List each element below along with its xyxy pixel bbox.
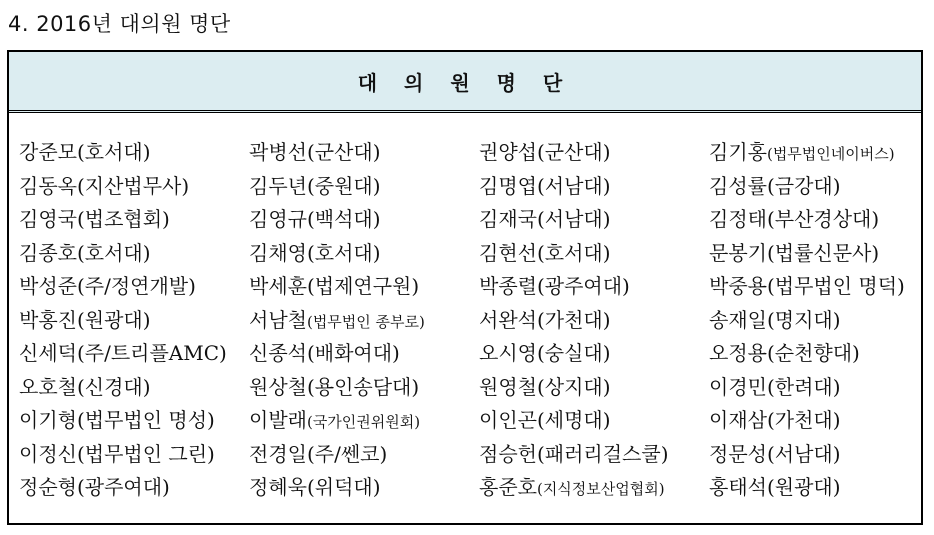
- delegate-entry: [479, 170, 709, 204]
- delegate-affiliation: (군산대): [536, 140, 611, 164]
- delegate-name: 이경민: [709, 374, 767, 399]
- delegate-entry: [249, 203, 479, 237]
- delegate-name: 서완석: [479, 307, 537, 332]
- delegate-affiliation: (군산대): [306, 140, 381, 164]
- delegate-name: 정순형: [19, 475, 77, 499]
- delegate-name: 곽병선: [249, 140, 307, 164]
- delegate-name: 김두년: [249, 173, 307, 198]
- delegate-affiliation: (지식정보산업협회): [536, 480, 665, 498]
- delegate-entry: [19, 337, 249, 371]
- delegate-name: 김채영: [249, 240, 307, 265]
- delegate-name: 서남철: [249, 307, 307, 332]
- delegate-affiliation: (서남대): [536, 207, 611, 231]
- delegate-name: 김영국: [19, 207, 77, 231]
- delegate-name: 이재삼: [709, 408, 767, 432]
- delegate-name: 김기홍: [709, 140, 767, 164]
- delegate-affiliation: (원광대): [76, 307, 151, 332]
- delegate-name: 김재국: [479, 207, 537, 231]
- delegate-name: 전경일: [249, 441, 307, 466]
- delegate-affiliation: (호서대): [306, 240, 381, 265]
- delegate-entry: [479, 304, 709, 338]
- delegate-entry: [709, 471, 919, 505]
- delegate-entry: [19, 304, 249, 338]
- delegate-affiliation: (법무법인 명성): [76, 408, 215, 432]
- delegate-name: 오시영: [479, 341, 537, 365]
- delegate-affiliation: (패러리걸스쿨): [536, 441, 669, 466]
- delegate-name: 박세훈: [249, 274, 307, 298]
- delegate-name: 박종렬: [479, 274, 537, 298]
- delegate-affiliation: (순천향대): [766, 341, 860, 365]
- delegate-entry: [479, 203, 709, 237]
- delegate-entry: [709, 371, 919, 405]
- delegate-name: 김동옥: [19, 173, 77, 198]
- delegate-entry: [249, 371, 479, 405]
- delegate-entry: [19, 136, 249, 170]
- delegate-name: 김정태: [709, 207, 767, 231]
- delegate-entry: [709, 337, 919, 371]
- delegate-entry: [479, 371, 709, 405]
- delegate-name: 홍태석: [709, 475, 767, 499]
- delegate-affiliation: (세명대): [536, 408, 611, 432]
- delegate-affiliation: (법률신문사): [766, 240, 880, 265]
- delegate-affiliation: (법무법인 명덕): [766, 274, 905, 298]
- delegate-entry: [249, 237, 479, 271]
- delegate-name: 송재일: [709, 307, 767, 332]
- delegate-name: 신세덕: [19, 341, 77, 365]
- delegate-entry: [479, 136, 709, 170]
- delegate-name: 이인곤: [479, 408, 537, 432]
- delegate-entry: [19, 237, 249, 271]
- delegate-entry: [479, 438, 709, 472]
- delegate-name: 김성률: [709, 173, 767, 198]
- delegate-entry: [19, 438, 249, 472]
- delegate-affiliation: (명지대): [766, 307, 841, 332]
- delegate-entry: [249, 136, 479, 170]
- delegate-entry: [249, 170, 479, 204]
- delegate-name: 강준모: [19, 140, 77, 164]
- delegate-affiliation: (중원대): [306, 173, 381, 198]
- delegate-entry: [19, 203, 249, 237]
- delegate-affiliation: (주/정연개발): [76, 274, 196, 298]
- delegate-affiliation: (위덕대): [306, 475, 381, 499]
- delegate-entry: [249, 270, 479, 304]
- delegate-name: 이기형: [19, 408, 77, 432]
- delegate-grid: [19, 136, 919, 505]
- delegate-entry: [249, 337, 479, 371]
- delegate-affiliation: (배화여대): [306, 341, 400, 365]
- delegate-affiliation: (한려대): [766, 374, 841, 399]
- delegate-entry: [479, 237, 709, 271]
- delegate-name: 원영철: [479, 374, 537, 399]
- delegate-affiliation: (주/트리플AMC): [76, 341, 227, 365]
- delegate-name: 박홍진: [19, 307, 77, 332]
- section-heading: 4. 2016년 대의원 명단: [8, 12, 231, 36]
- delegate-affiliation: (가천대): [536, 307, 611, 332]
- delegate-affiliation: (법제연구원): [306, 274, 420, 298]
- delegate-entry: [19, 170, 249, 204]
- delegate-affiliation: (숭실대): [536, 341, 611, 365]
- delegate-name: 문봉기: [709, 240, 767, 265]
- delegate-affiliation: (국가인권위원회): [306, 413, 421, 431]
- delegate-entry: [19, 371, 249, 405]
- delegate-list-box: [7, 50, 923, 525]
- delegate-name: 오호철: [19, 374, 77, 399]
- delegate-name: 오정용: [709, 341, 767, 365]
- delegate-name: 점승헌: [479, 441, 537, 466]
- delegate-affiliation: (상지대): [536, 374, 611, 399]
- delegate-name: 원상철: [249, 374, 307, 399]
- delegate-entry: [249, 404, 479, 438]
- delegate-affiliation: (호서대): [76, 240, 151, 265]
- delegate-affiliation: (법무법인네이버스): [766, 145, 895, 163]
- delegate-entry: [19, 471, 249, 505]
- delegate-affiliation: (용인송담대): [306, 374, 420, 399]
- delegate-affiliation: (신경대): [76, 374, 151, 399]
- delegate-affiliation: (법조협회): [76, 207, 170, 231]
- delegate-affiliation: (지산법무사): [76, 173, 190, 198]
- delegate-affiliation: (호서대): [536, 240, 611, 265]
- delegate-name: 정혜욱: [249, 475, 307, 499]
- delegate-entry: [249, 438, 479, 472]
- delegate-affiliation: (광주여대): [536, 274, 630, 298]
- delegate-entry: [709, 438, 919, 472]
- delegate-entry: [249, 471, 479, 505]
- delegate-affiliation: (법무법인 종부로): [306, 312, 425, 331]
- delegate-entry: [709, 136, 919, 170]
- delegate-affiliation: (주/쎈코): [306, 441, 388, 466]
- delegate-name: 김종호: [19, 240, 77, 265]
- delegate-name: 박성준: [19, 274, 77, 298]
- delegate-affiliation: (가천대): [766, 408, 841, 432]
- delegate-entry: [249, 304, 479, 338]
- delegate-name: 박중용: [709, 274, 767, 298]
- delegate-name: 김현선: [479, 240, 537, 265]
- delegate-entry: [479, 270, 709, 304]
- delegate-entry: [709, 304, 919, 338]
- delegate-name: 이정신: [19, 441, 77, 466]
- delegate-name: 김영규: [249, 207, 307, 231]
- delegate-entry: [709, 203, 919, 237]
- delegate-name: 이발래: [249, 408, 307, 432]
- delegate-entry: [479, 404, 709, 438]
- delegate-name: 신종석: [249, 341, 307, 365]
- delegate-name: 정문성: [709, 441, 767, 466]
- box-title: 대 의 원 명 단: [9, 52, 921, 113]
- delegate-entry: [709, 237, 919, 271]
- delegate-name: 김명엽: [479, 173, 537, 198]
- delegate-affiliation: (서남대): [766, 441, 841, 466]
- delegate-entry: [479, 337, 709, 371]
- delegate-affiliation: (호서대): [76, 140, 151, 164]
- delegate-affiliation: (부산경상대): [766, 207, 880, 231]
- delegate-affiliation: (원광대): [766, 475, 841, 499]
- delegate-entry: [479, 471, 709, 505]
- delegate-affiliation: (광주여대): [76, 475, 170, 499]
- delegate-name: 권양섭: [479, 140, 537, 164]
- delegate-affiliation: (금강대): [766, 173, 841, 198]
- delegate-entry: [709, 270, 919, 304]
- delegate-affiliation: (서남대): [536, 173, 611, 198]
- delegate-name: 홍준호: [479, 475, 537, 499]
- delegate-affiliation: (백석대): [306, 207, 381, 231]
- delegate-affiliation: (법무법인 그린): [76, 441, 215, 466]
- delegate-entry: [709, 404, 919, 438]
- delegate-entry: [19, 404, 249, 438]
- delegate-entry: [19, 270, 249, 304]
- delegate-entry: [709, 170, 919, 204]
